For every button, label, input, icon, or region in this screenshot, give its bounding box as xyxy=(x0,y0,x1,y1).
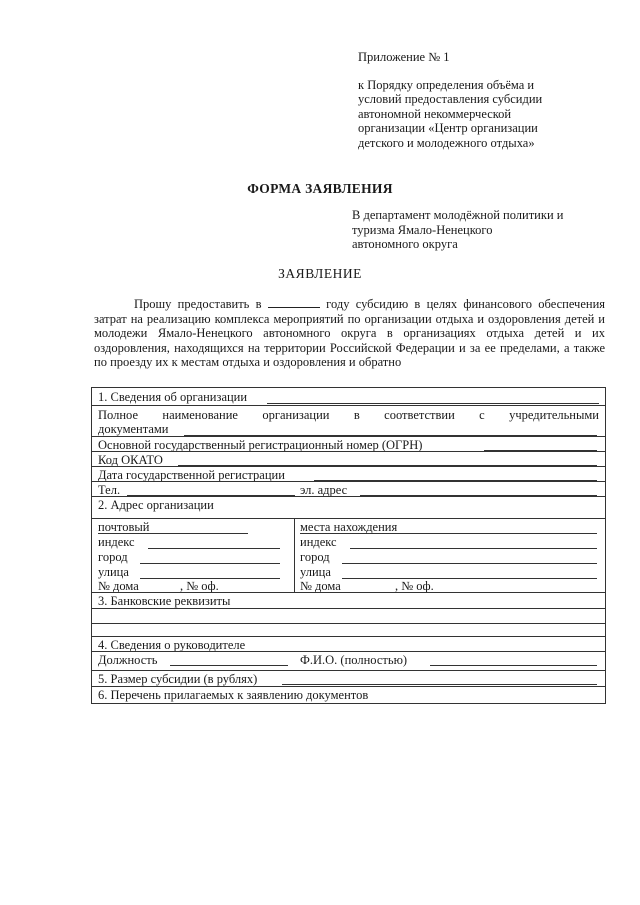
addressee xyxy=(352,208,617,252)
fio-label: Ф.И.О. (полностью) xyxy=(300,653,408,667)
section1-title: 1. Сведения об организации xyxy=(98,390,248,404)
section3-row xyxy=(92,592,605,637)
section3-title: 3. Банковские реквизиты xyxy=(98,594,231,608)
addressee-line: автономного округа xyxy=(352,237,458,251)
okato-label: Код ОКАТО xyxy=(98,453,163,467)
email-label: эл. адрес xyxy=(300,483,348,497)
address-divider xyxy=(294,519,295,593)
fio-field[interactable] xyxy=(430,665,597,666)
contacts-row xyxy=(92,481,605,497)
section5-row xyxy=(92,670,605,686)
section6-row xyxy=(92,686,605,702)
section2-title-row xyxy=(92,496,605,512)
location-city-label: город xyxy=(300,550,330,564)
statement-title: ЗАЯВЛЕНИЕ xyxy=(278,266,362,281)
reg-date-row xyxy=(92,466,605,482)
postal-label: почтовый xyxy=(98,520,150,534)
location-label: места нахождения xyxy=(300,520,398,534)
section6-title: 6. Перечень прилагаемых к заявлению документов xyxy=(98,688,369,702)
postal-index-field[interactable] xyxy=(148,548,280,549)
postal-underline xyxy=(98,533,248,534)
subsidy-amount-field[interactable] xyxy=(282,684,597,685)
full-name-row xyxy=(92,405,605,436)
section2-title: 2. Адрес организации xyxy=(98,498,214,512)
location-house-label: № дома xyxy=(300,579,341,593)
appendix-line: условий предоставления субсидии xyxy=(358,92,543,106)
location-street-label: улица xyxy=(300,565,331,579)
phone-label: Тел. xyxy=(98,483,121,497)
appendix-number: Приложение № 1 xyxy=(358,50,450,64)
appendix-line: детского и молодежного отдыха» xyxy=(358,135,535,150)
postal-office-label: , № оф. xyxy=(180,579,219,593)
postal-street-label: улица xyxy=(98,565,129,579)
statement-body xyxy=(94,296,605,370)
reg-date-label: Дата государственной регистрации xyxy=(98,468,285,482)
section4-title: 4. Сведения о руководителе xyxy=(98,638,246,652)
position-field[interactable] xyxy=(170,665,288,666)
location-city-field[interactable] xyxy=(342,563,597,564)
bank-details-line-1[interactable] xyxy=(92,608,605,609)
full-name-label-2: документами xyxy=(98,422,169,436)
location-underline xyxy=(300,533,597,534)
ogrn-label: Основной государственный регистрационный номер (ОГРН) xyxy=(98,438,423,452)
appendix-line: к Порядку определения объёма и xyxy=(358,77,535,92)
okato-row xyxy=(92,451,605,467)
manager-row xyxy=(92,651,605,667)
form-title: ФОРМА ЗАЯВЛЕНИЯ xyxy=(247,181,393,196)
position-label: Должность xyxy=(98,653,158,667)
address-block xyxy=(92,518,605,593)
body-part1: Прошу предоставить в xyxy=(134,297,262,311)
appendix-line: организации «Центр организации xyxy=(358,121,538,135)
bank-details-line-2[interactable] xyxy=(92,623,605,624)
section1-line xyxy=(267,403,599,404)
location-office-label: , № оф. xyxy=(395,579,434,593)
addressee-line: В департамент молодёжной политики и xyxy=(352,208,564,222)
section5-title: 5. Размер субсидии (в рублях) xyxy=(98,672,258,686)
appendix-line: автономной некоммерческой xyxy=(358,106,512,121)
addressee-line: туризма Ямало-Ненецкого xyxy=(352,222,493,237)
postal-city-field[interactable] xyxy=(140,563,280,564)
postal-index-label: индекс xyxy=(98,535,135,549)
year-blank[interactable] xyxy=(268,296,320,308)
section4-title-row xyxy=(92,636,605,652)
appendix-header xyxy=(358,50,618,150)
postal-city-label: город xyxy=(98,550,128,564)
application-form xyxy=(91,387,606,704)
location-index-field[interactable] xyxy=(350,548,597,549)
postal-house-label: № дома xyxy=(98,579,139,593)
location-street-field[interactable] xyxy=(342,578,597,579)
full-name-label-1: Полное наименование организации в соответствии с учредительными xyxy=(98,408,599,422)
ogrn-row xyxy=(92,436,605,452)
location-index-label: индекс xyxy=(300,535,337,549)
body-part2: году субсидию в целях финансового обеспечения затрат на реализацию комплекса мероприятий по организации отдыха и оздоровления детей и молодежи Ямало-Ненецкого автономного округа в организациях отдыха детей и их оздоровления, находящихся на территории Российской Федерации и за ее пределами, а также по проезду их к местам отдыха и оздоровления и обратно xyxy=(94,297,606,369)
